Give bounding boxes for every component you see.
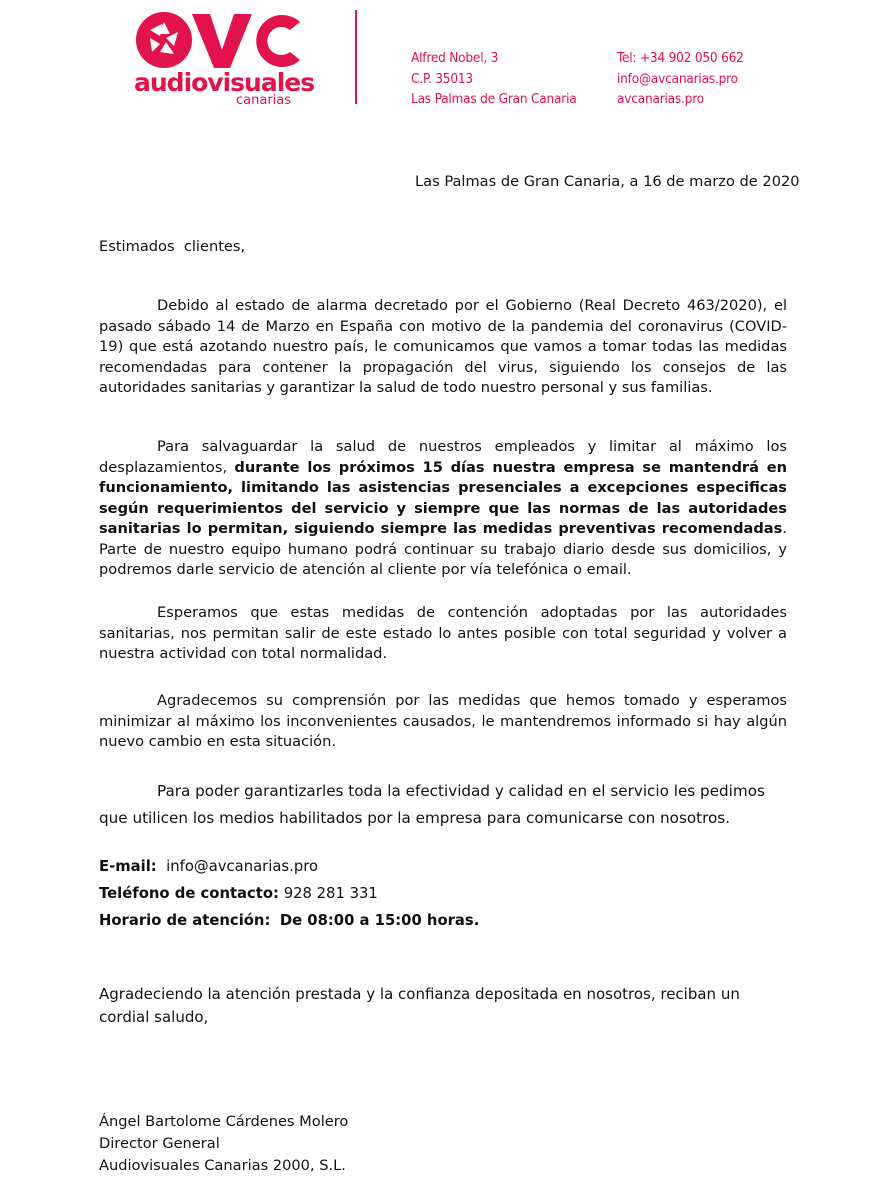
header-divider (355, 10, 357, 104)
hours-info (99, 911, 479, 932)
letter-greeting: Estimados clientes, (99, 238, 246, 255)
closing-paragraph: Agradeciendo la atención prestada y la confianza depositada en nosotros, reciban un cordial saludo, (99, 985, 740, 1026)
paragraph-5: Para poder garantizarles toda la efectividad y calidad en el servicio les pedimos que utilicen los medios habilitados por la empresa para comunicarse con nosotros. (99, 782, 765, 827)
avc-logo-mark (134, 10, 304, 72)
logo-wordmark: audiovisuales (134, 68, 315, 97)
phone-value: 928 281 331 (283, 885, 378, 902)
email-link[interactable]: info@avcanarias.pro (617, 70, 738, 87)
signature-company: Audiovisuales Canarias 2000, S.L. (99, 1157, 346, 1174)
paragraph-1: Debido al estado de alarma decretado por el Gobierno (Real Decreto 463/2020), el pasado sábado 14 de Marzo en España con motivo de la pandemia del coronavirus (COVID-19) que está azotando nuestro país, le comunicamos que vamos a tomar todas las medidas recomendadas para contener la propagación del virus, siguiendo los consejos de las autoridades sanitarias y garantizar la salud de todo nuestro personal y sus familias. (99, 297, 787, 396)
paragraph-2-bold: durante los próximos 15 días nuestra empresa se mantendrá en funcionamiento, limitando las asistencias presenciales a excepciones especificas según requerimientos del servicio y siempre que las normas de las autoridades sanitarias lo permitan, siguiendo siempre las medidas preventivas recomendadas (99, 458, 787, 537)
phone-label: Teléfono de contacto: (99, 885, 279, 902)
signature-name: Ángel Bartolome Cárdenes Molero (99, 1113, 349, 1130)
logo-subtitle: canarias (236, 93, 292, 108)
company-logo (130, 8, 315, 108)
address-line: Las Palmas de Gran Canaria (411, 91, 577, 107)
phone-info (99, 884, 378, 905)
website-link[interactable]: avcanarias.pro (617, 91, 704, 107)
address-block (411, 48, 577, 110)
letter-date: Las Palmas de Gran Canaria, a 16 de marzo de 2020 (415, 173, 800, 190)
contact-block (617, 48, 744, 110)
address-line: Alfred Nobel, 3 (411, 50, 499, 66)
paragraph-3: Esperamos que estas medidas de contención adoptadas por las autoridades sanitarias, nos permitan salir de este estado lo antes posible con total seguridad y volver a nuestra actividad con total normalidad. (99, 604, 787, 662)
email-info (99, 857, 318, 878)
paragraph-4: Agradecemos su comprensión por las medidas que hemos tomado y esperamos minimizar al máximo los inconvenientes causados, le mantendremos informado si hay algún nuevo cambio en esta situación. (99, 692, 787, 750)
hours-value: De 08:00 a 15:00 horas. (279, 912, 480, 929)
paragraph-2 (99, 437, 787, 581)
signature-title: Director General (99, 1135, 220, 1152)
email-value[interactable]: info@avcanarias.pro (166, 858, 319, 875)
email-label: E-mail: (99, 858, 157, 875)
address-line: C.P. 35013 (411, 70, 473, 87)
phone-line: Tel: +34 902 050 662 (617, 50, 744, 66)
paragraph-2-end: . Parte de nuestro equipo humano podrá continuar su trabajo diario desde sus domicilios, y podremos darle servicio de atención al cliente por vía telefónica o email. (99, 520, 787, 578)
paragraph-2-start: Para salvaguardar la salud de nuestros empleados y limitar al máximo los desplazamientos, (99, 438, 787, 476)
hours-label: Horario de atención: (99, 912, 271, 929)
